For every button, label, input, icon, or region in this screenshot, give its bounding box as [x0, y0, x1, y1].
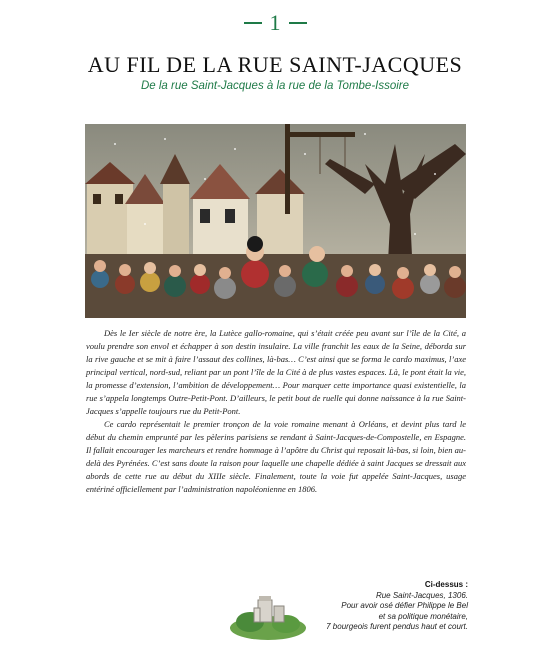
caption-heading: Ci-dessus :	[424, 580, 468, 589]
chapter-number	[0, 10, 550, 36]
caption-line: Rue Saint-Jacques, 1306.	[375, 590, 468, 600]
paragraph-2: Ce cardo représentait le premier tronçon de la voie romaine menant à Orléans, et devint plus tard le début du chemin emprunté par les pèlerins parisiens se rendant à Saint-Jacques-de-Compostelle, en Espagne. Il fallait encourager les marcheurs et rendre hommage à l’apôtre du Christ qui reposait là-bas, si loin, bien au-delà des Pyrénées. C’est sans doute la raison pour laquelle une chapelle dédiée à saint Jacques se dressait aux abords de cette rue au début du XIIIe siècle. Finalement, toute la voie fut appelée Saint-Jacques, usage entériné officiellement par l’administration napoléonienne en 1806.	[86, 419, 466, 494]
caption-line: Pour avoir osé défier Philippe le Bel	[341, 601, 468, 610]
caption-line: et sa politique monétaire,	[378, 611, 468, 621]
page-subtitle: De la rue Saint-Jacques à la rue de la Tombe-Issoire	[140, 80, 410, 92]
image-caption	[312, 580, 468, 633]
chapter-dash-left	[244, 22, 262, 24]
street-scene-illustration	[85, 124, 466, 318]
page-title: AU FIL DE LA RUE SAINT-JACQUES	[87, 52, 463, 77]
chapter-dash-right	[289, 22, 307, 24]
body-text	[86, 327, 466, 496]
caption-line: 7 bourgeois furent pendus haut et court.	[326, 622, 468, 631]
chapter-number-text: 1	[269, 10, 281, 35]
paragraph-1: Dès le Ier siècle de notre ère, la Lutèce gallo-romaine, qui s’était créée peu avant sur l’île de la Cité, a voulu prendre son envol et échapper à son destin insulaire. La ville franchit les eaux de la Seine, déborda sur la rive gauche et se mit à faire l’assaut des collines, là-bas… C’est ainsi que se forma le cardo maximus, l’axe principal vertical, nord-sud, reliant par un pont l’île de la Cité à de plus vastes espaces. Là, le pont était la vie, la promesse d’extension, l’ambition de développement… Pour marquer cette importance quasi existentielle, la rue s’appela longtemps Outre-Petit-Pont. D’ailleurs, le petit bout de ruelle qui donne naissance à la rue Saint-Jacques s’appelle toujours rue du Petit-Pont.	[86, 328, 466, 416]
stone-ruins-vignette-icon	[228, 578, 308, 642]
